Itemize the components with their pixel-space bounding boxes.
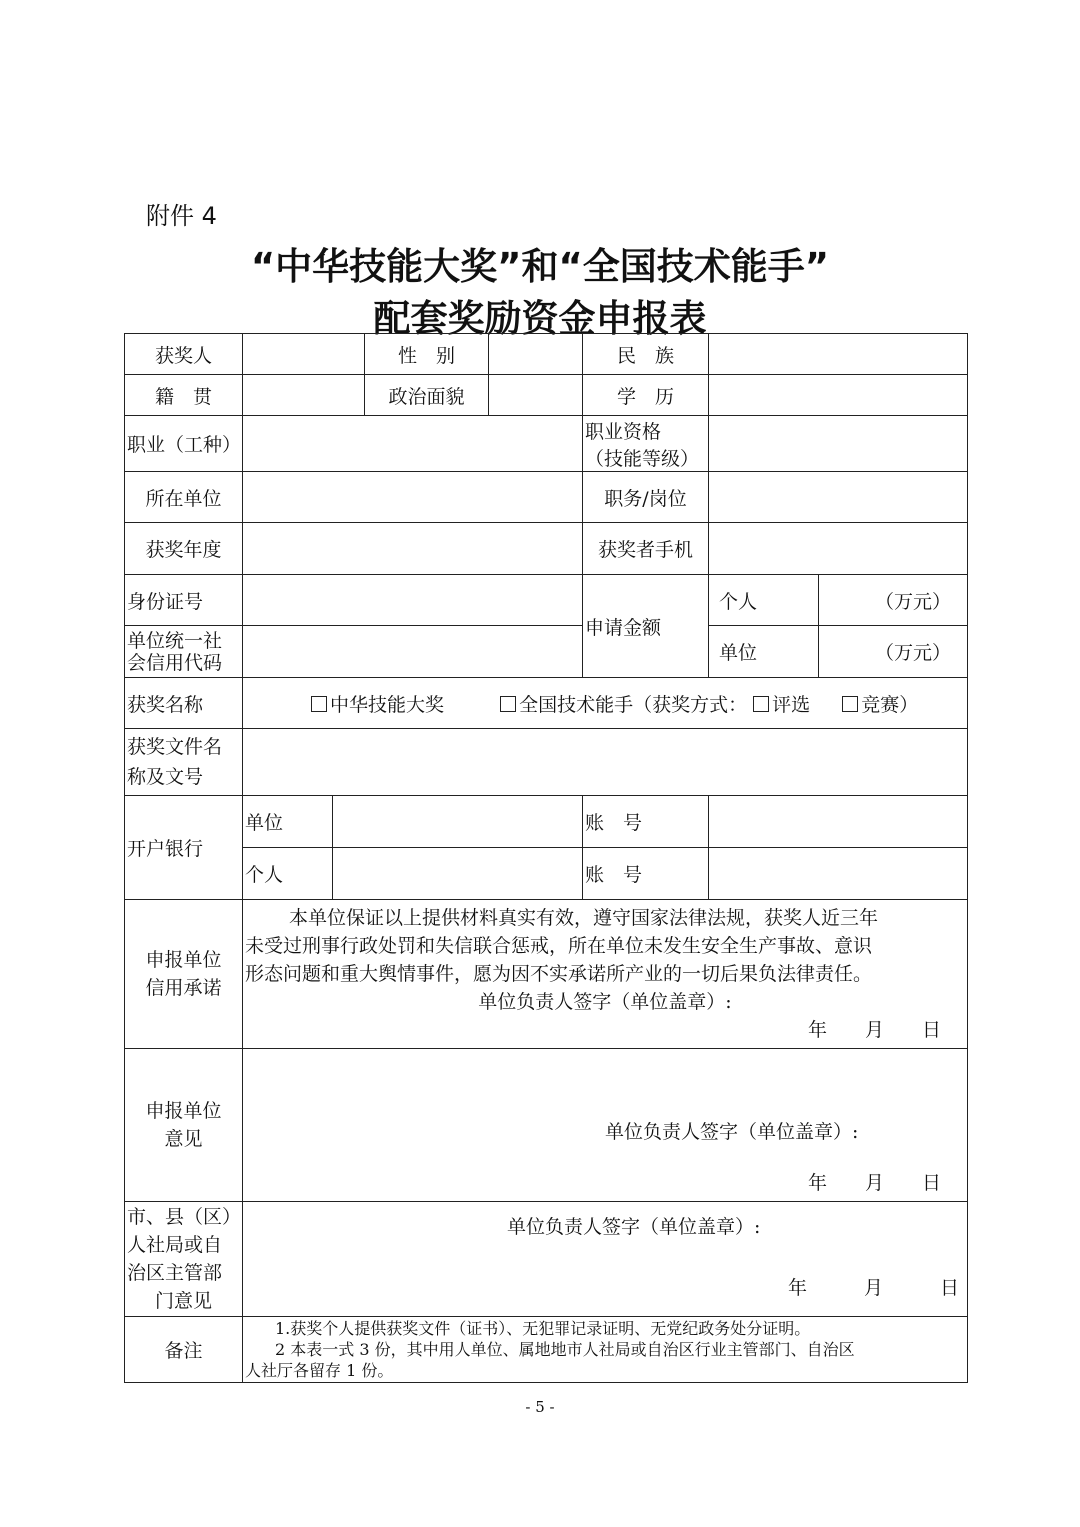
amount-unit-field[interactable] (819, 626, 968, 678)
position-field[interactable] (709, 472, 968, 523)
national-expert-option: 全国技术能手（获奖方式： (519, 693, 748, 716)
application-form-table (124, 333, 968, 1383)
bank-label: 开户银行 (125, 796, 243, 900)
ethnicity-field[interactable] (709, 334, 968, 375)
unit-opinion-label (125, 1049, 243, 1202)
bank-personal-account-label: 账 号 (583, 848, 709, 900)
form-title-line1: “中华技能大奖”和“全国技术能手” (250, 245, 830, 288)
work-unit-field[interactable] (243, 472, 583, 523)
remarks-label: 备注 (125, 1317, 243, 1383)
award-document-label-line1: 获奖文件名 (127, 736, 223, 758)
bank-personal-account-field[interactable] (709, 848, 968, 900)
qualification-field[interactable] (709, 416, 968, 472)
awardee-field[interactable] (243, 334, 365, 375)
bank-unit-account-label: 账 号 (583, 796, 709, 848)
amount-unit-unit: （万元） (874, 642, 951, 664)
qualification-label-line2: （技能等级） (585, 447, 700, 470)
china-skill-option: 中华技能大奖 (330, 693, 445, 716)
native-place-field[interactable] (243, 375, 365, 416)
ethnicity-label: 民 族 (583, 334, 709, 375)
credit-promise-label-line1: 申报单位 (145, 949, 222, 971)
competition-option: 竞赛） (861, 693, 919, 716)
position-label: 职务/岗位 (583, 472, 709, 523)
award-document-label (125, 729, 243, 796)
credit-code-label-line2: 会信用代码 (127, 651, 223, 674)
city-opinion-label-line4: 门意见 (155, 1290, 213, 1312)
qualification-label (583, 416, 709, 472)
remark-note2: 2 本表一式 3 份，其中用人单位、属地地市人社局或自治区行业主管部门、自治区 (275, 1340, 855, 1359)
apply-amount-label: 申请金额 (583, 575, 709, 678)
form-title-line2: 配套奖励资金申报表 (373, 297, 707, 340)
amount-personal-label: 个人 (709, 575, 819, 626)
native-place-label: 籍 贯 (125, 375, 243, 416)
award-name-label: 获奖名称 (125, 678, 243, 729)
occupation-field[interactable] (243, 416, 583, 472)
competition-checkbox[interactable] (842, 696, 858, 712)
selection-checkbox[interactable] (753, 696, 769, 712)
unit-opinion-label-line2: 意见 (164, 1128, 203, 1150)
city-opinion-label-line1: 市、县（区） (127, 1206, 242, 1228)
political-status-label: 政治面貌 (365, 375, 489, 416)
china-skill-checkbox[interactable] (311, 696, 327, 712)
attachment-label: 附件 4 (146, 202, 217, 230)
credit-code-field[interactable] (243, 626, 583, 678)
national-expert-checkbox[interactable] (500, 696, 516, 712)
award-name-options (243, 678, 968, 729)
awardee-phone-field[interactable] (709, 523, 968, 575)
credit-promise-label (125, 900, 243, 1049)
remark-note1: 1.获奖个人提供获奖文件（证书）、无犯罪记录证明、无党纪政务处分证明。 (275, 1319, 811, 1338)
gender-field[interactable] (489, 334, 583, 375)
amount-unit-label: 单位 (709, 626, 819, 678)
award-year-field[interactable] (243, 523, 583, 575)
promise-line3: 形态问题和重大舆情事件，愿为因不实承诺所产业的一切后果负法律责任。 (245, 963, 873, 985)
award-year-label: 获奖年度 (125, 523, 243, 575)
id-number-field[interactable] (243, 575, 583, 626)
city-opinion-field[interactable] (243, 1202, 968, 1317)
page-number: - 5 - (525, 1398, 555, 1416)
qualification-label-line1: 职业资格 (585, 420, 662, 443)
bank-unit-account-field[interactable] (709, 796, 968, 848)
credit-code-label (125, 626, 243, 678)
bank-personal-label: 个人 (243, 848, 333, 900)
occupation-label: 职业（工种） (125, 416, 243, 472)
credit-code-label-line1: 单位统一社 (127, 629, 223, 652)
credit-promise-text (243, 900, 968, 1049)
education-field[interactable] (709, 375, 968, 416)
remarks-text (243, 1317, 968, 1383)
credit-promise-label-line2: 信用承诺 (145, 977, 222, 999)
bank-unit-label: 单位 (243, 796, 333, 848)
promise-signature: 单位负责人签字（单位盖章）: (478, 991, 732, 1013)
awardee-phone-label: 获奖者手机 (583, 523, 709, 575)
id-number-label: 身份证号 (125, 575, 243, 626)
work-unit-label: 所在单位 (125, 472, 243, 523)
city-opinion-label-line3: 治区主管部 (127, 1262, 223, 1284)
unit-opinion-label-line1: 申报单位 (145, 1100, 222, 1122)
selection-option: 评选 (772, 693, 811, 716)
awardee-label: 获奖人 (125, 334, 243, 375)
bank-unit-field[interactable] (333, 796, 583, 848)
city-opinion-label-line2: 人社局或自 (127, 1234, 223, 1256)
city-opinion-date: 年 月 日 (787, 1277, 959, 1299)
promise-line2: 未受过刑事行政处罚和失信联合惩戒，所在单位未发生安全生产事故、意识 (245, 935, 873, 957)
city-opinion-signature: 单位负责人签字（单位盖章）: (507, 1216, 761, 1238)
education-label: 学 历 (583, 375, 709, 416)
remark-note3: 人社厅各留存 1 份。 (245, 1361, 394, 1380)
award-document-label-line2: 称及文号 (127, 766, 204, 788)
amount-personal-unit: （万元） (874, 590, 951, 613)
political-status-field[interactable] (489, 375, 583, 416)
amount-personal-field[interactable] (819, 575, 968, 626)
gender-label: 性 别 (365, 334, 489, 375)
city-opinion-label (125, 1202, 243, 1317)
unit-opinion-date: 年 月 日 (807, 1172, 941, 1194)
unit-opinion-signature: 单位负责人签字（单位盖章）: (605, 1121, 859, 1143)
promise-date: 年 月 日 (807, 1019, 941, 1041)
award-document-field[interactable] (243, 729, 968, 796)
bank-personal-field[interactable] (333, 848, 583, 900)
unit-opinion-field[interactable] (243, 1049, 968, 1202)
promise-line1: 本单位保证以上提供材料真实有效，遵守国家法律法规，获奖人近三年 (289, 907, 879, 929)
